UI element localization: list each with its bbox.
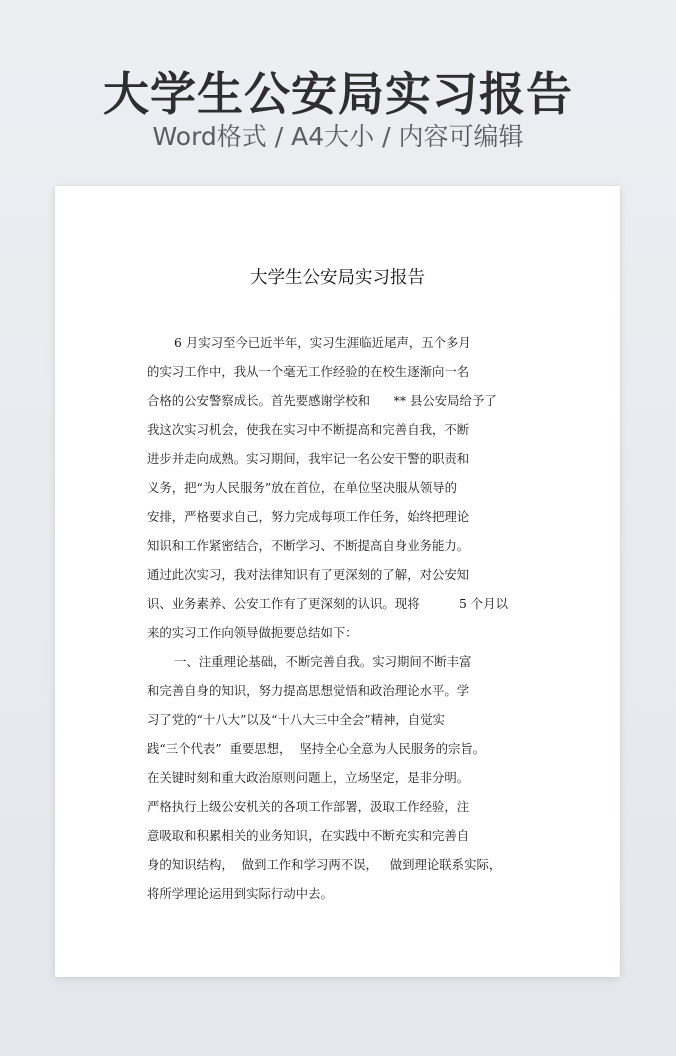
body-line: 识、业务素养、公安工作有了更深刻的认识。现将 5 个月以 (147, 596, 508, 611)
body-line: 义务，把“为人民服务”放在首位，在单位坚决服从领导的 (147, 480, 458, 495)
banner-title: 大学生公安局实习报告 (103, 67, 573, 121)
body-line: 身的知识结构， 做到工作和学习两不误， 做到理论联系实际， (147, 857, 502, 872)
body-line: 意吸取和积累相关的业务知识，在实践中不断充实和完善自 (147, 828, 470, 843)
body-line: 严格执行上级公安机关的各项工作部署，汲取工作经验，注 (147, 799, 470, 814)
body-line: 安排，严格要求自己，努力完成每项工作任务，始终把理论 (147, 509, 470, 524)
body-line: 将所学理论运用到实际行动中去。 (147, 886, 333, 901)
body-line: 进步并走向成熟。实习期间，我牢记一名公安干警的职责和 (147, 451, 470, 466)
body-line: 我这次实习机会，使我在实习中不断提高和完善自我，不断 (147, 422, 470, 437)
document-page (55, 186, 620, 977)
banner-subtitle: Word格式 / A4大小 / 内容可编辑 (152, 122, 524, 151)
body-line: 和完善自身的知识，努力提高思想觉悟和政治理论水平。学 (147, 683, 470, 698)
banner (0, 0, 676, 180)
document-title: 大学生公安局实习报告 (250, 268, 425, 288)
body-line: 的实习工作中，我从一个毫无工作经验的在校生逐渐向一名 (147, 364, 470, 379)
body-line: 6 月实习至今已近半年，实习生涯临近尾声，五个多月 (174, 335, 471, 350)
body-line: 践“三个代表” 重要思想， 坚持全心全意为人民服务的宗旨。 (147, 741, 486, 756)
body-line: 通过此次实习，我对法律知识有了更深刻的了解，对公安知 (147, 567, 470, 582)
body-line: 在关键时刻和重大政治原则问题上，立场坚定，是非分明。 (147, 770, 470, 785)
body-line: 习了党的“十八大”以及“十八大三中全会”精神，自觉实 (147, 712, 445, 727)
body-line: 合格的公安警察成长。首先要感谢学校和 ** 县公安局给予了 (147, 393, 497, 408)
body-line: 来的实习工作向领导做扼要总结如下： (147, 625, 358, 640)
body-line: 知识和工作紧密结合，不断学习、不断提高自身业务能力。 (147, 538, 470, 553)
body-line: 一、注重理论基础，不断完善自我。实习期间不断丰富 (174, 654, 472, 669)
